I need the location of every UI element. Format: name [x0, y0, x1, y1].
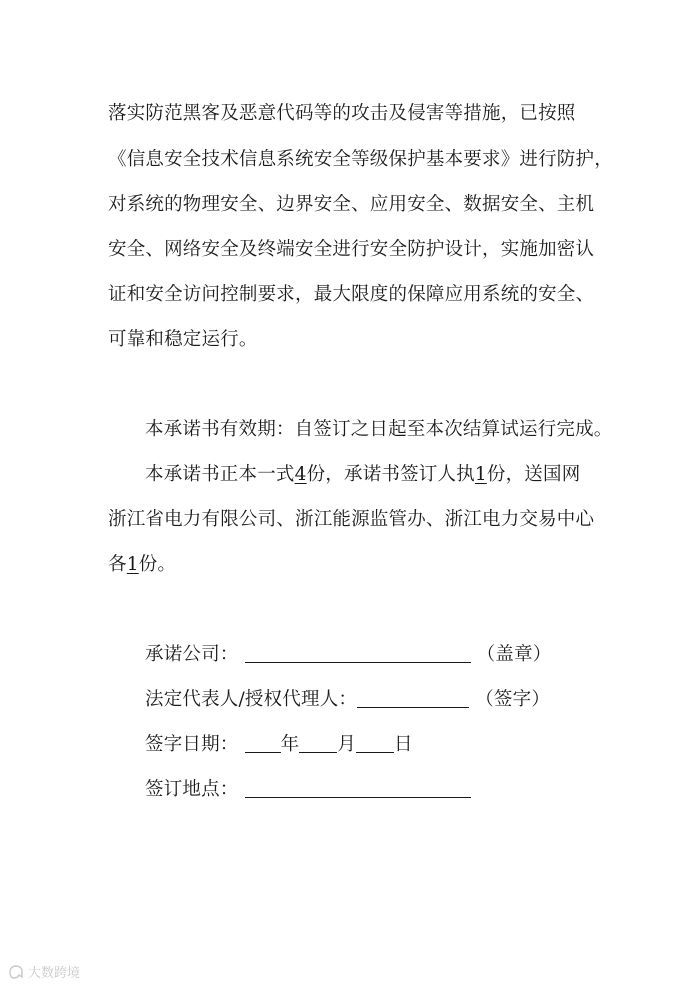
- place-blank[interactable]: [245, 779, 471, 798]
- watermark: [8, 962, 80, 981]
- month-label: 月: [337, 734, 357, 755]
- date-row: [145, 733, 413, 757]
- copies-line-3: [108, 553, 176, 577]
- watermark-text: 大数跨境: [28, 966, 81, 981]
- representative-blank[interactable]: [357, 689, 469, 708]
- day-label: 日: [394, 734, 413, 755]
- company-seal-note: （盖章）: [476, 644, 552, 665]
- body-line-4: 安全、网络安全及终端安全进行安全防护设计，实施加密认: [108, 239, 595, 260]
- body-line-6: 可靠和稳定运行。: [108, 329, 258, 350]
- month-blank[interactable]: [299, 734, 337, 753]
- year-blank[interactable]: [245, 734, 281, 753]
- date-label: 签字日期：: [145, 734, 239, 755]
- representative-sign-note: （签字）: [475, 689, 551, 710]
- place-row: [145, 778, 471, 802]
- body-line-1: 落实防范黑客及恶意代码等的攻击及侵害等措施，已按照: [108, 103, 576, 124]
- copies-line-2: 浙江省电力有限公司、浙江能源监管办、浙江电力交易中心: [108, 509, 595, 530]
- copies-text-each: 各: [108, 554, 127, 575]
- watermark-logo-icon: [8, 965, 24, 979]
- validity-paragraph: 本承诺书有效期：自签订之日起至本次结算试运行完成。: [145, 419, 613, 440]
- copies-line-1: [145, 463, 580, 487]
- place-label: 签订地点：: [145, 779, 239, 800]
- representative-row: [145, 688, 550, 712]
- company-label: 承诺公司：: [145, 644, 239, 665]
- copies-total-count: 4: [294, 464, 307, 485]
- representative-label: 法定代表人/授权代理人：: [145, 689, 358, 710]
- body-line-2: 《信息安全技术信息系统安全等级保护基本要求》进行防护，: [108, 149, 613, 170]
- body-line-3: 对系统的物理安全、边界安全、应用安全、数据安全、主机: [108, 194, 595, 215]
- year-label: 年: [280, 734, 300, 755]
- company-row: [145, 643, 552, 667]
- copies-signer-count: 1: [474, 464, 487, 485]
- body-line-5: 证和安全访问控制要求，最大限度的保障应用系统的安全、: [108, 284, 595, 305]
- copies-each-count: 1: [126, 554, 139, 575]
- copies-text-end: 份。: [138, 554, 177, 575]
- day-blank[interactable]: [356, 734, 394, 753]
- company-blank[interactable]: [245, 644, 471, 663]
- copies-text-a: 本承诺书正本一式: [145, 464, 295, 485]
- copies-text-b: 份，承诺书签订人执: [306, 464, 475, 485]
- copies-text-c: 份，送国网: [486, 464, 581, 485]
